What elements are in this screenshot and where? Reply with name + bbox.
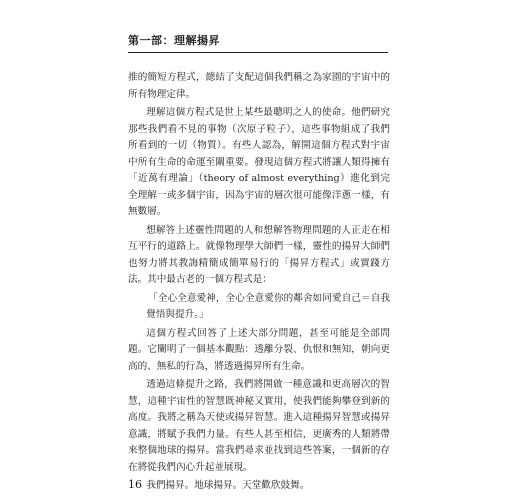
paragraph-ascension-wisdom: 透過這條提升之路，我們將開啟一種意識和更高層次的智慧，這種宇宙性的智慧既神秘又實用，使我們能夠攀登到新的高度。我將之稱為天使或揚昇智慧。進入這種揚昇智慧或揚昇意識，將賦予我們力量。有些人甚至相信，更廣秀的人類將帶來整個地球的揚昇。當我們尋求並找到這些答案，一個新的存在將從我們內心升起並展現。 xyxy=(128,379,390,473)
running-header xyxy=(128,30,388,53)
quoted-equation: 「全心全意愛神，全心全意愛你的鄰舍如同愛自己＝自我覺悟與提升。」 xyxy=(146,292,390,320)
paragraph-parallel-paths: 想解答上述靈性問題的人和想解答物理問題的人正走在相互平行的道路上。就像物理學大師們一樣，靈性的揚昇大師們也努力將其教誨精簡成簡單易行的「揚昇方程式」或實踐方法。其中最古老的一個方程式是： xyxy=(128,224,390,285)
page-body xyxy=(128,70,390,497)
paragraph-equation-answer: 這個方程式回答了上述大部分問題，甚至可能是全部問題。它闡明了一個基本觀點：透離分裂、仇恨和無知，朝向更高的、無私的行為，將透過揚昇所有生命。 xyxy=(128,327,390,372)
paragraph-closing: 我們揚昇。地球揚昇。天堂歡欣鼓舞。 xyxy=(146,480,310,491)
section-title: 第一部：理解揚昇 xyxy=(128,34,220,47)
paragraph-continuation: 推的簡短方程式，總結了支配這個我們稱之為家園的宇宙中的所有物理定律。 xyxy=(128,72,390,100)
page-number: 16 xyxy=(128,478,142,491)
paragraph-equation-mission: 理解這個方程式是世上某些最聰明之人的使命。他們研究那些我們看不見的事物（次原子粒子），這些事物組成了我們所看到的一切（物質）。有些人認為，解開這個方程式對宇宙中所有生命的命運至關重要。發現這個方程式將讓人類得擁有「近萬有理論」（theory of almost everything）進化到完全理解一或多個宇宙，因為宇宙的層次很可能像洋蔥一樣，有無數層。 xyxy=(128,107,390,217)
